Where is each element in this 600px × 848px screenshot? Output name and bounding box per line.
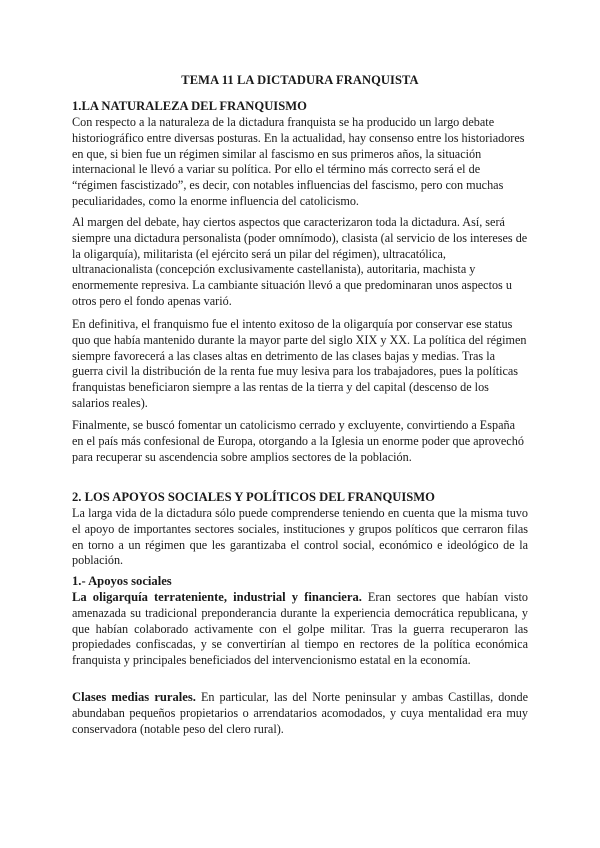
document-title: TEMA 11 LA DICTADURA FRANQUISTA — [181, 73, 419, 87]
section1-paragraph-2: Al margen del debate, hay ciertos aspectos que caracterizaron toda la dictadura. Así, será siempre una dictadura personalista (poder omnímodo), clasista (al servicio de los intereses de la oligarquía), militarista (el ejército será un pilar del régimen), ultracatólica, ultranacionalista (concepción exclusivamente castellanista), autoritaria, machista y enormemente represiva. La cambiante situación llevó a que predominaran unos aspectos u otros pero el fondo apenas varió. — [72, 215, 528, 308]
support-item-oligarchy — [72, 590, 528, 669]
support-item-rural-middle-class — [72, 690, 528, 737]
section1-paragraph-3: En definitiva, el franquismo fue el intento exitoso de la oligarquía por conservar ese status quo que había mantenido durante la mayor parte del siglo XIX y XX. La política del régimen siempre favorecerá a las clases altas en detrimento de las clases bajas y medias. Tras la guerra civil la distribución de la renta fue muy lesiva para los trabajadores, pues la políticas franquistas beneficiaron siempre a las rentas de la tierra y del capital (descenso de los salarios reales). — [72, 317, 527, 410]
section1-paragraph-1: Con respecto a la naturaleza de la dictadura franquista se ha producido un largo debate historiográfico entre diversas posturas. En la actualidad, hay consenso entre los historiadores en que, si bien fue un régimen similar al fascismo en sus primeros años, la situación internacional le llevó a variar su política. Por ello el término más correcto será el de “régimen fascistizado”, es decir, con notables influencias del fascismo, pero con muchas peculiaridades, como la enorme influencia del catolicismo. — [72, 115, 525, 208]
support-item-oligarchy-text: Eran sectores que habían visto amenazada su tradicional preponderancia durante la experiencia democrática republicana, y que habían colaborado activamente con el golpe militar. Tras la guerra recuperaron las propiedades confiscadas, y se convertirían al tiempo en rectores de la política económica franquista y principales beneficiados del intervencionismo estatal en la economía. — [72, 590, 528, 668]
section2-heading: 2. LOS APOYOS SOCIALES Y POLÍTICOS DEL FRANQUISMO — [72, 490, 435, 504]
section1-paragraph-4: Finalmente, se buscó fomentar un catolicismo cerrado y excluyente, convirtiendo a España en el país más confesional de Europa, otorgando a la Iglesia un enorme poder que aprovechó para recuperar su ascendencia sobre amplios sectores de la población. — [72, 418, 524, 464]
support-item-oligarchy-lead: La oligarquía terrateniente, industrial y financiera. — [72, 590, 362, 604]
section1-heading: 1.LA NATURALEZA DEL FRANQUISMO — [72, 99, 307, 113]
section2-subheading: 1.- Apoyos sociales — [72, 574, 172, 588]
section2-intro: La larga vida de la dictadura sólo puede comprenderse teniendo en cuenta que la misma tuvo el apoyo de importantes sectores sociales, instituciones y grupos políticos que cerraron filas en torno a un régimen que les garantizaba el control social, económico e ideológico de la población. — [72, 506, 528, 568]
support-item-rural-lead: Clases medias rurales. — [72, 690, 196, 704]
support-item-rural-text: En particular, las del Norte peninsular y ambas Castillas, donde abundaban pequeños propietarios o arrendatarios acomodados, y cuya mentalidad era muy conservadora (notable peso del clero rural). — [72, 690, 528, 736]
